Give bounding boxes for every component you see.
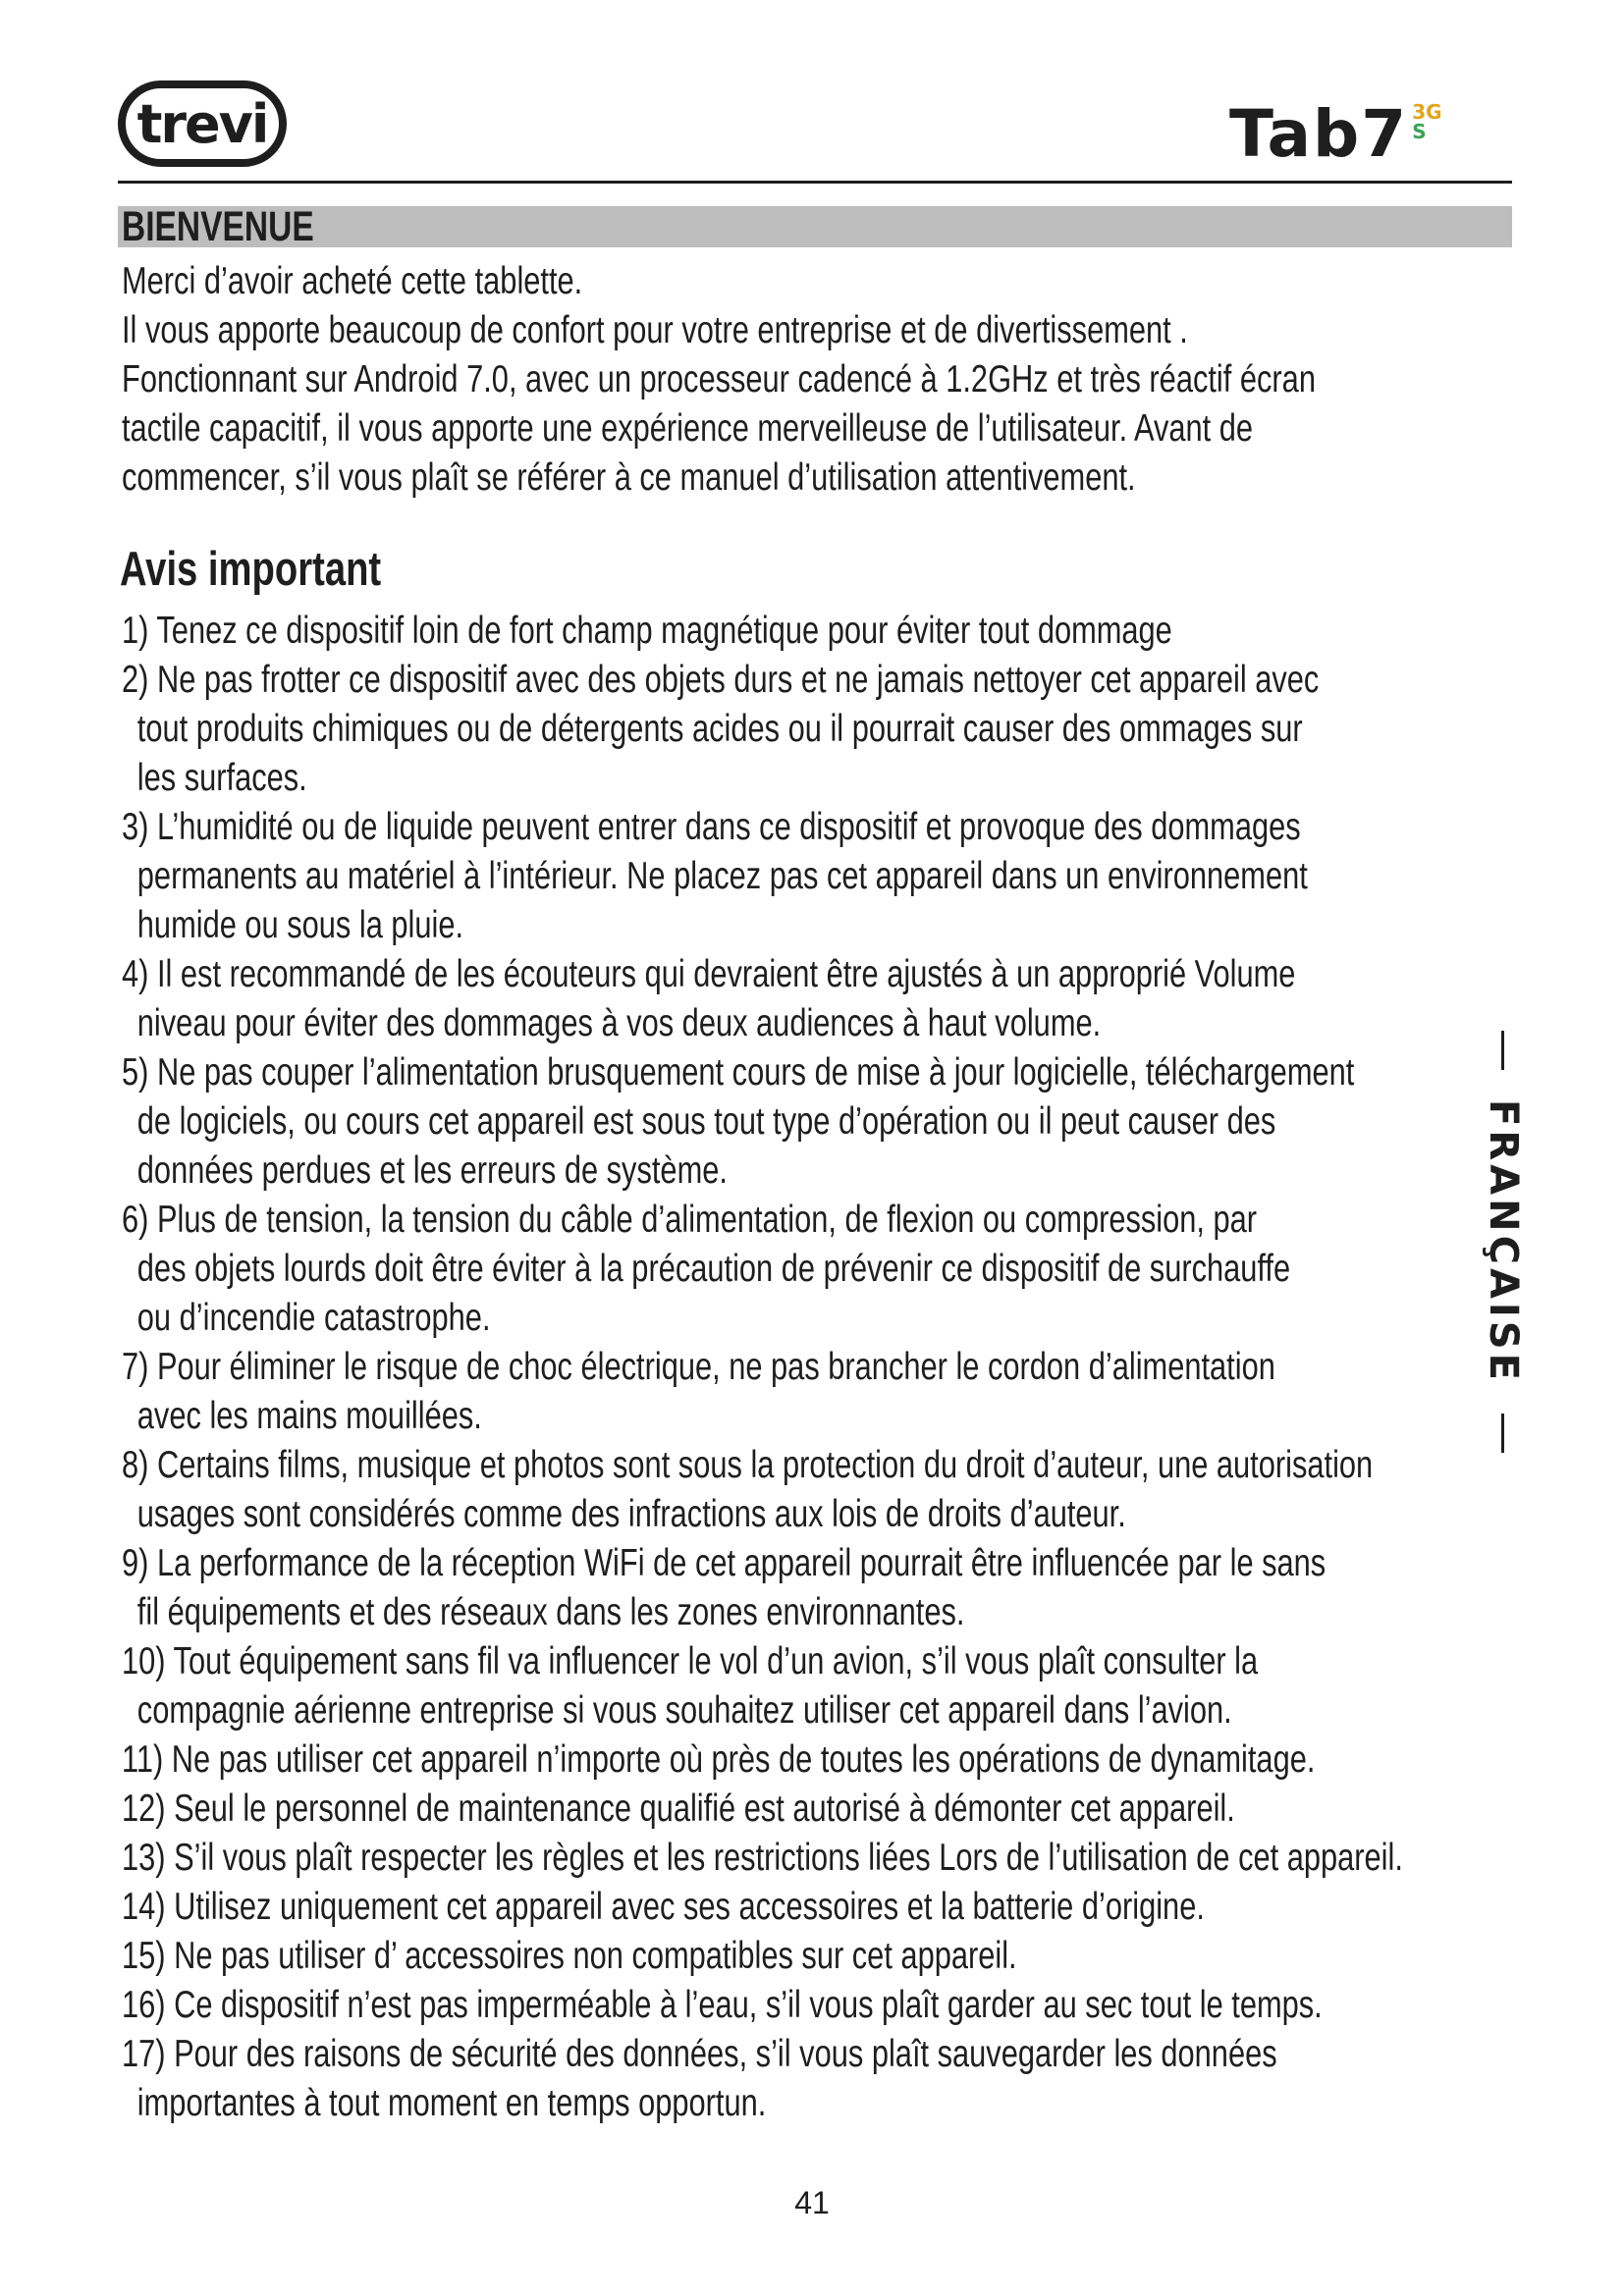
notice-item-continuation: compagnie aérienne entreprise si vous souhaitez utiliser cet appareil dans l’avion. [136,1689,1232,1732]
notice-item [122,1048,1502,1196]
intro-line: Il vous apporte beaucoup de confort pour votre entreprise et de divertissement . [122,309,1188,351]
notice-item [122,2030,1502,2128]
product-logo-s: S [1412,120,1427,143]
notice-item [122,1637,1502,1735]
notice-item-line: 2) Ne pas frotter ce dispositif avec des objets durs et ne jamais nettoyer cet appareil avec [122,659,1320,701]
notice-item-continuation: niveau pour éviter des dommages à vos deux audiences à haut volume. [136,1002,1102,1044]
intro-line: commencer, s’il vous plaît se référer à ce manuel d’utilisation attentivement. [122,456,1136,499]
product-logo-3g: 3G [1412,100,1442,124]
notice-item-line: 6) Plus de tension, la tension du câble d’alimentation, de flexion ou compression, par [122,1199,1258,1241]
notice-item [122,1343,1502,1441]
notice-item-line: 5) Ne pas couper l’alimentation brusquement cours de mise à jour logicielle, téléchargement [122,1051,1355,1094]
notice-item-continuation: les surfaces. [136,757,307,799]
notice-item-continuation: données perdues et les erreurs de système. [136,1149,728,1192]
header-rule [118,181,1512,184]
notice-item [122,1981,1502,2030]
side-tab-label: FRANÇAISE [1481,1099,1526,1384]
notice-item-continuation: tout produits chimiques ou de détergents acides ou il pourrait causer des ommages sur [136,708,1303,750]
section-title: BIENVENUE [122,203,314,250]
page-number: 41 [794,2185,830,2220]
notice-item-continuation: avec les mains mouillées. [136,1395,482,1437]
notice-item [122,1883,1502,1932]
notice-item [122,1735,1502,1785]
notice-item-continuation: usages sont considérés comme des infractions aux lois de droits d’auteur. [136,1493,1126,1535]
notice-item-continuation: des objets lourds doit être éviter à la précaution de prévenir ce dispositif de surchauffe [136,1248,1291,1290]
notice-item-line: 3) L’humidité ou de liquide peuvent entrer dans ce dispositif et provoque des dommages [122,806,1301,848]
notice-item-line: 7) Pour éliminer le risque de choc électrique, ne pas brancher le cordon d’alimentation [122,1346,1275,1388]
notice-item-line: 16) Ce dispositif n’est pas imperméable à l’eau, s’il vous plaît garder au sec tout le temps. [122,1984,1323,2026]
side-tab-bar-top [1501,1031,1504,1070]
notice-item-continuation: ou d’incendie catastrophe. [136,1297,491,1339]
notice-item-line: 1) Tenez ce dispositif loin de fort champ magnétique pour éviter tout dommage [122,610,1172,652]
notice-item [122,656,1502,803]
notice-item-continuation: humide ou sous la pluie. [136,904,464,946]
notice-item [122,1441,1502,1539]
intro-text [122,257,1502,503]
product-logo-superscript [1412,102,1441,141]
brand-logo [118,80,287,167]
notice-item [122,1539,1502,1637]
notice-item-line: 11) Ne pas utiliser cet appareil n’importe où près de toutes les opérations de dynamitage. [122,1738,1316,1781]
notice-item-line: 13) S’il vous plaît respecter les règles et les restrictions liées Lors de l’utilisation de cet appareil. [122,1837,1403,1879]
product-logo [1229,96,1442,172]
side-tab-bar-bottom [1501,1414,1504,1453]
notice-item [122,1932,1502,1981]
notice-item [122,1834,1502,1883]
notice-item-continuation: permanents au matériel à l’intérieur. Ne placez pas cet appareil dans un environnement [136,855,1308,897]
notice-item-continuation: fil équipements et des réseaux dans les zones environnantes. [136,1591,965,1633]
notice-item [122,1785,1502,1834]
subheading: Avis important [120,543,382,596]
notice-item [122,803,1502,950]
notice-item [122,1196,1502,1343]
notice-item-line: 10) Tout équipement sans fil va influencer le vol d’un avion, s’il vous plaît consulter la [122,1640,1259,1682]
notice-item-continuation: de logiciels, ou cours cet appareil est sous tout type d’opération ou il peut causer des [136,1100,1276,1143]
notice-item-line: 14) Utilisez uniquement cet appareil avec ses accessoires et la batterie d’origine. [122,1886,1205,1928]
section-title-bar [118,203,1512,250]
notice-item-continuation: importantes à tout moment en temps opportun. [136,2082,767,2124]
intro-line: tactile capacitif, il vous apporte une expérience merveilleuse de l’utilisateur. Avant de [122,407,1254,450]
notice-item-line: 8) Certains films, musique et photos sont sous la protection du droit d’auteur, une autorisation [122,1444,1374,1486]
notice-item-line: 12) Seul le personnel de maintenance qualifié est autorisé à démonter cet appareil. [122,1788,1235,1830]
intro-line: Merci d’avoir acheté cette tablette. [122,260,583,302]
language-side-tab [1475,1031,1532,1453]
notice-list [122,607,1502,2128]
notice-item-line: 15) Ne pas utiliser d’ accessoires non compatibles sur cet appareil. [122,1935,1017,1977]
notice-item-line: 4) Il est recommandé de les écouteurs qui devraient être ajustés à un approprié Volume [122,953,1296,995]
brand-logo-text: trevi [136,92,268,155]
notice-item-line: 17) Pour des raisons de sécurité des données, s’il vous plaît sauvegarder les données [122,2033,1277,2075]
intro-line: Fonctionnant sur Android 7.0, avec un processeur cadencé à 1.2GHz et très réactif écran [122,358,1316,400]
notice-item [122,607,1502,656]
notice-item-line: 9) La performance de la réception WiFi de cet appareil pourrait être influencée par le sans [122,1542,1326,1584]
product-logo-name: Tab7 [1229,96,1409,172]
notice-item [122,950,1502,1048]
